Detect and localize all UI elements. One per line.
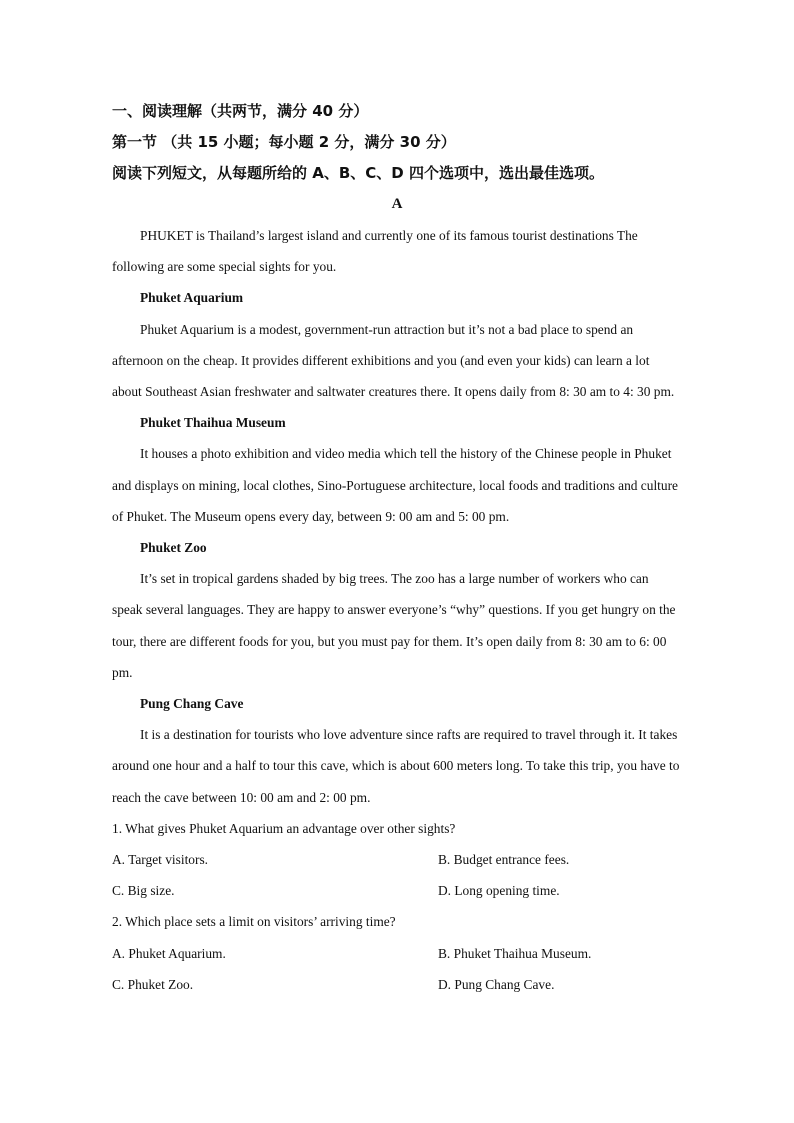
section-heading-zoo: Phuket Zoo bbox=[140, 540, 207, 555]
section-text-aquarium: Phuket Aquarium is a modest, government-run attraction but it’s not a bad place to spend an afternoon on the cheap. It provides different exhibitions and you (and even your kids) can learn a lot about Southeast Asian freshwater and saltwater creatures there. It opens daily from 8: 30 am to 4: 30 pm. bbox=[112, 321, 675, 399]
section-heading-cave: Pung Chang Cave bbox=[140, 696, 244, 711]
section-heading-aquarium: Phuket Aquarium bbox=[140, 290, 244, 306]
section-text-museum: It houses a photo exhibition and video media which tell the history of the Chinese people in Phuket and displays on mining, local clothes, Sino-Portuguese architecture, local foods and traditions and culture of Phuket. The Museum opens every day, between 9: 00 am and 5: 00 pm. bbox=[112, 446, 678, 524]
question-2-option-d: D. Pung Chang Cave. bbox=[438, 976, 555, 992]
question-2-option-a: A. Phuket Aquarium. bbox=[112, 945, 226, 961]
section-text-cave: It is a destination for tourists who love adventure since rafts are required to travel through it. It takes around one hour and a half to tour this cave, which is about 600 meters long. To take this trip, you have to reach the cave between 10: 00 am and 2: 00 pm. bbox=[112, 727, 680, 805]
question-1-options-row-1 bbox=[112, 844, 682, 875]
question-1-option-c: C. Big size. bbox=[112, 883, 175, 899]
part-heading: 一、阅读理解（共两节，满分 40 分） bbox=[112, 102, 369, 120]
question-2-options-row-2 bbox=[112, 969, 682, 1000]
question-1-option-d: D. Long opening time. bbox=[438, 883, 560, 899]
question-1-options-row-2 bbox=[112, 875, 682, 906]
question-1-option-b: B. Budget entrance fees. bbox=[438, 851, 570, 867]
question-2-options-row-1 bbox=[112, 938, 682, 969]
question-2-option-c: C. Phuket Zoo. bbox=[112, 976, 194, 992]
question-2-stem: 2. Which place sets a limit on visitors’ arriving time? bbox=[112, 914, 396, 930]
section-heading-museum: Phuket Thaihua Museum bbox=[140, 415, 286, 431]
section-heading: 第一节 （共 15 小题；每小题 2 分，满分 30 分） bbox=[112, 133, 456, 151]
question-2-option-b: B. Phuket Thaihua Museum. bbox=[438, 945, 592, 961]
instruction-heading: 阅读下列短文，从每题所给的 A、B、C、D 四个选项中，选出最佳选项。 bbox=[112, 164, 604, 182]
passage-intro: PHUKET is Thailand’s largest island and currently one of its famous tourist destinations The following are some special sights for you. bbox=[112, 228, 638, 275]
question-1-stem: 1. What gives Phuket Aquarium an advantage over other sights? bbox=[112, 820, 456, 836]
question-1-option-a: A. Target visitors. bbox=[112, 851, 209, 867]
exam-page bbox=[112, 96, 682, 1000]
section-text-zoo: It’s set in tropical gardens shaded by big trees. The zoo has a large number of workers who can speak several languages. They are happy to answer everyone’s “why” questions. If you get hungry on the tour, there are different foods for you, but you must pay for them. It’s open daily from 8: 30 am to 6: 00 pm. bbox=[112, 571, 676, 680]
passage-title: A bbox=[391, 196, 403, 212]
